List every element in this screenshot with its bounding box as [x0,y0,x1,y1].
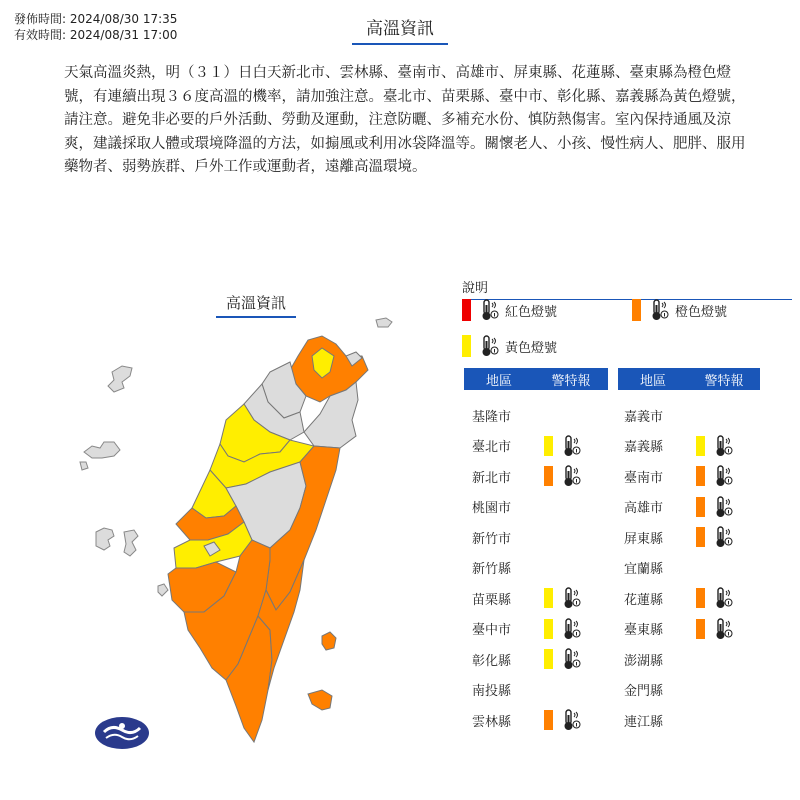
legend-item-red [462,299,557,321]
table-row [616,587,733,609]
region-name: 臺南市 [624,470,664,486]
islet-orchid-island [308,690,332,710]
region-name: 南投縣 [472,684,512,699]
region-name: 新竹縣 [472,562,512,577]
yellow-swatch [462,335,471,357]
islet-penghu-1 [96,528,114,550]
orange-level-swatch [696,588,705,608]
legend-title: 說明 [462,275,792,300]
thermometer-icon [713,526,733,548]
header-alert: 警特報 [551,373,591,389]
issued-time: 發佈時間: 2024/08/30 17:35 [14,12,178,26]
region-name: 桃園市 [472,501,512,516]
advisory-text: 天氣高溫炎熱，明（３１）日白天新北市、雲林縣、臺南市、高雄市、屏東縣、花蓮縣、臺東縣為橙色燈號，有連續出現３６度高溫的機率，請加強注意。臺北市、苗栗縣、臺中市、彰化縣、嘉義縣為黃色燈號，請注意。避免非必要的戶外活動、勞動及運動，注意防曬、多補充水份、慎防熱傷害。室內保持通風及涼爽，建議採取人體或環境降溫的方法，如搧風或利用冰袋降溫等。關懷老人、小孩、慢性病人、肥胖、服用藥物者、弱勢族群、戶外工作或運動者，遠離高溫環境。 [64,65,746,175]
orange-level-swatch [544,710,553,730]
thermometer-icon [713,618,733,640]
region-name: 連江縣 [624,714,664,730]
table-row [464,496,542,518]
table-row [464,465,581,487]
table-row [464,709,581,731]
region-name: 高雄市 [624,501,664,516]
thermometer-icon [713,435,733,457]
legend-label-red: 紅色燈號 [505,304,558,320]
table-header-left [464,368,608,390]
yellow-level-swatch [696,436,705,456]
table-row [464,587,581,609]
table-row [464,404,542,426]
islet-kinmen-small [80,462,88,470]
islet-green-island [322,632,336,650]
region-name: 彰化縣 [472,653,512,669]
orange-level-swatch [696,527,705,547]
table-row [616,648,694,670]
orange-level-swatch [544,466,553,486]
thermometer-icon [561,709,581,731]
thermometer-icon [561,648,581,670]
orange-level-swatch [696,466,705,486]
table-row [616,435,733,457]
region-name: 花蓮縣 [624,592,664,608]
thermometer-icon [561,435,581,457]
legend-label-orange: 橙色燈號 [675,304,728,320]
red-swatch [462,299,471,321]
region-name: 雲林縣 [472,714,512,730]
legend-label-yellow: 黃色燈號 [505,340,558,356]
region-name: 金門縣 [624,684,664,699]
region-name: 嘉義市 [624,409,664,425]
yellow-level-swatch [544,436,553,456]
table-row [464,679,542,701]
islet-kinmen-1 [108,366,132,392]
table-row [464,648,581,670]
legend [462,275,792,300]
table-row [616,679,694,701]
table-row [464,435,581,457]
thermometer-icon [479,335,499,357]
map-title: 高溫資訊 [216,292,296,318]
header-region: 地區 [485,373,512,389]
region-name: 臺中市 [472,623,512,638]
region-name: 嘉義縣 [624,440,664,455]
table-row [464,526,542,548]
table-row [464,557,542,579]
islet-penghu-3 [158,584,168,596]
region-name: 澎湖縣 [624,653,664,669]
yellow-level-swatch [544,588,553,608]
region-name: 苗栗縣 [472,592,512,608]
thermometer-icon [561,587,581,609]
orange-swatch [632,299,641,321]
header-region: 地區 [639,373,666,389]
region-name: 新竹市 [472,531,512,547]
valid-time: 有效時間: 2024/08/31 17:00 [14,28,178,42]
table-row [616,465,733,487]
thermometer-icon [649,299,669,321]
table-row [616,404,694,426]
islet-penghu-2 [124,530,138,556]
table-row [616,618,733,640]
table-row [616,709,694,731]
table-row [464,618,581,640]
legend-item-orange [632,299,727,321]
islet-kinmen-2 [84,442,120,458]
region-name: 宜蘭縣 [624,562,664,577]
thermometer-icon [479,299,499,321]
page-title: 高溫資訊 [352,14,448,45]
table-row [616,526,733,548]
region-name: 新北市 [472,470,512,486]
yellow-level-swatch [544,649,553,669]
region-name: 基隆市 [472,409,512,425]
legend-item-yellow [462,335,557,357]
thermometer-icon [713,496,733,518]
thermometer-icon [561,618,581,640]
thermometer-icon [561,465,581,487]
yellow-level-swatch [544,619,553,639]
orange-level-swatch [696,619,705,639]
table-header-right [618,368,760,390]
header-alert: 警特報 [704,373,744,389]
thermometer-icon [713,465,733,487]
islet-matsu [376,318,392,327]
orange-level-swatch [696,497,705,517]
cwa-logo [94,716,150,750]
region-name: 臺東縣 [624,623,664,638]
table-row [616,496,733,518]
thermometer-icon [713,587,733,609]
region-name: 臺北市 [472,440,512,455]
region-name: 屏東縣 [624,531,664,547]
taiwan-map [0,260,460,760]
table-row [616,557,694,579]
